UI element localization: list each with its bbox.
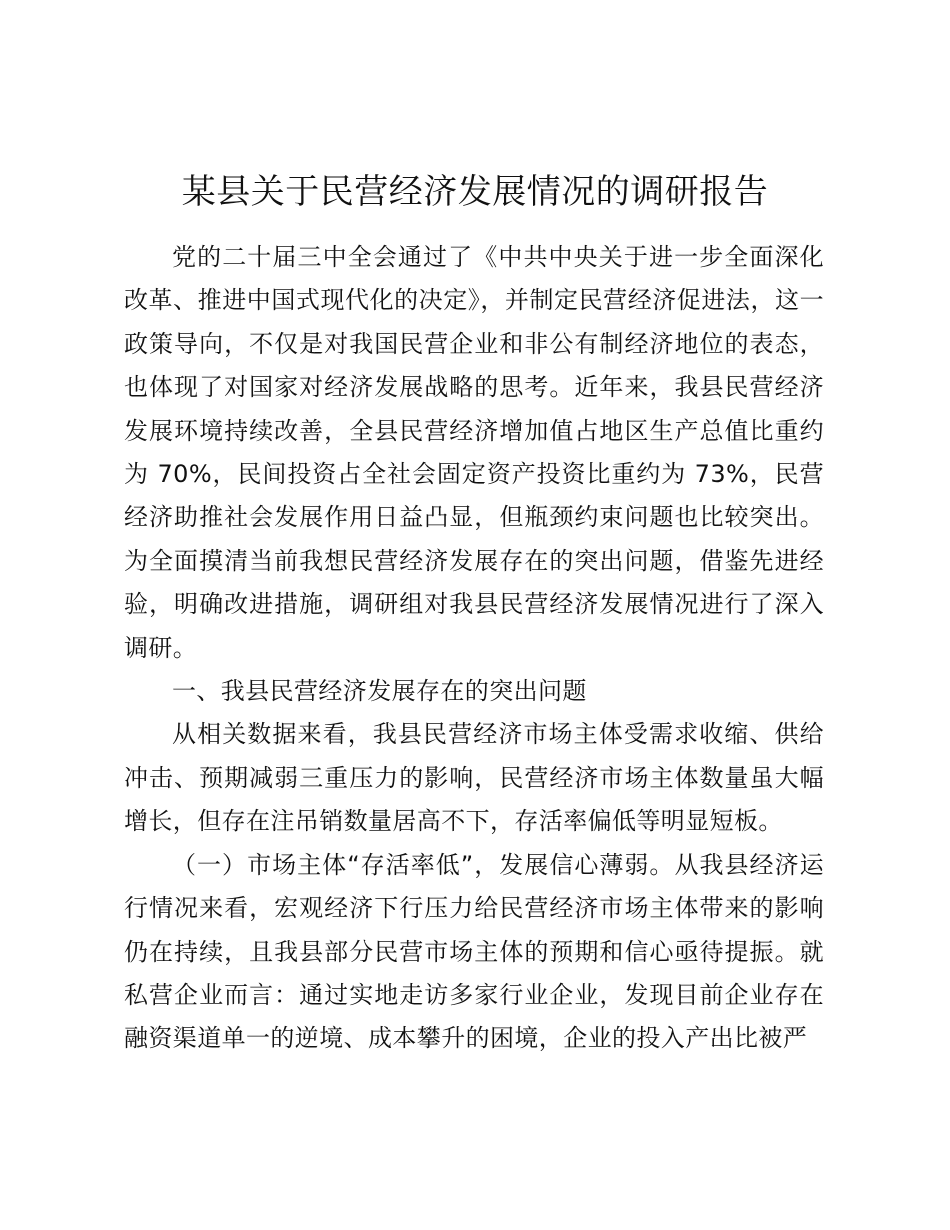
subsection-1-paragraph: （一）市场主体“存活率低”，发展信心薄弱。从我县经济运行情况来看，宏观经济下行压力给民营经济市场主体带来的影响仍在持续，且我县部分民营市场主体的预期和信心亟待提振。就私营企业而言：通过实地走访多家行业企业，发现目前企业存在融资渠道单一的逆境、成本攀升的困境，企业的投入产出比被严	[124, 850, 824, 1053]
section-1-paragraph: 从相关数据来看，我县民营经济市场主体受需求收缩、供给冲击、预期减弱三重压力的影响，民营经济市场主体数量虽大幅增长，但存在注吊销数量居高不下，存活率偏低等明显短板。	[124, 720, 824, 836]
section-heading-1: 一、我县民营经济发展存在的突出问题	[172, 677, 587, 706]
document-body	[124, 236, 824, 1061]
document-title: 某县关于民营经济发展情况的调研报告	[181, 172, 769, 212]
intro-paragraph: 党的二十届三中全会通过了《中共中央关于进一步全面深化改革、推进中国式现代化的决定》，并制定民营经济促进法，这一政策导向，不仅是对我国民营企业和非公有制经济地位的表态，也体现了对国家对经济发展战略的思考。近年来，我县民营经济发展环境持续改善，全县民营经济增加值占地区生产总值比重约为 70%，民间投资占全社会固定资产投资比重约为 73%，民营经济助推社会发展作用日益凸显，但瓶颈约束问题也比较突出。为全面摸清当前我想民营经济发展存在的突出问题，借鉴先进经验，明确改进措施，调研组对我县民营经济发展情况进行了深入调研。	[124, 243, 824, 662]
